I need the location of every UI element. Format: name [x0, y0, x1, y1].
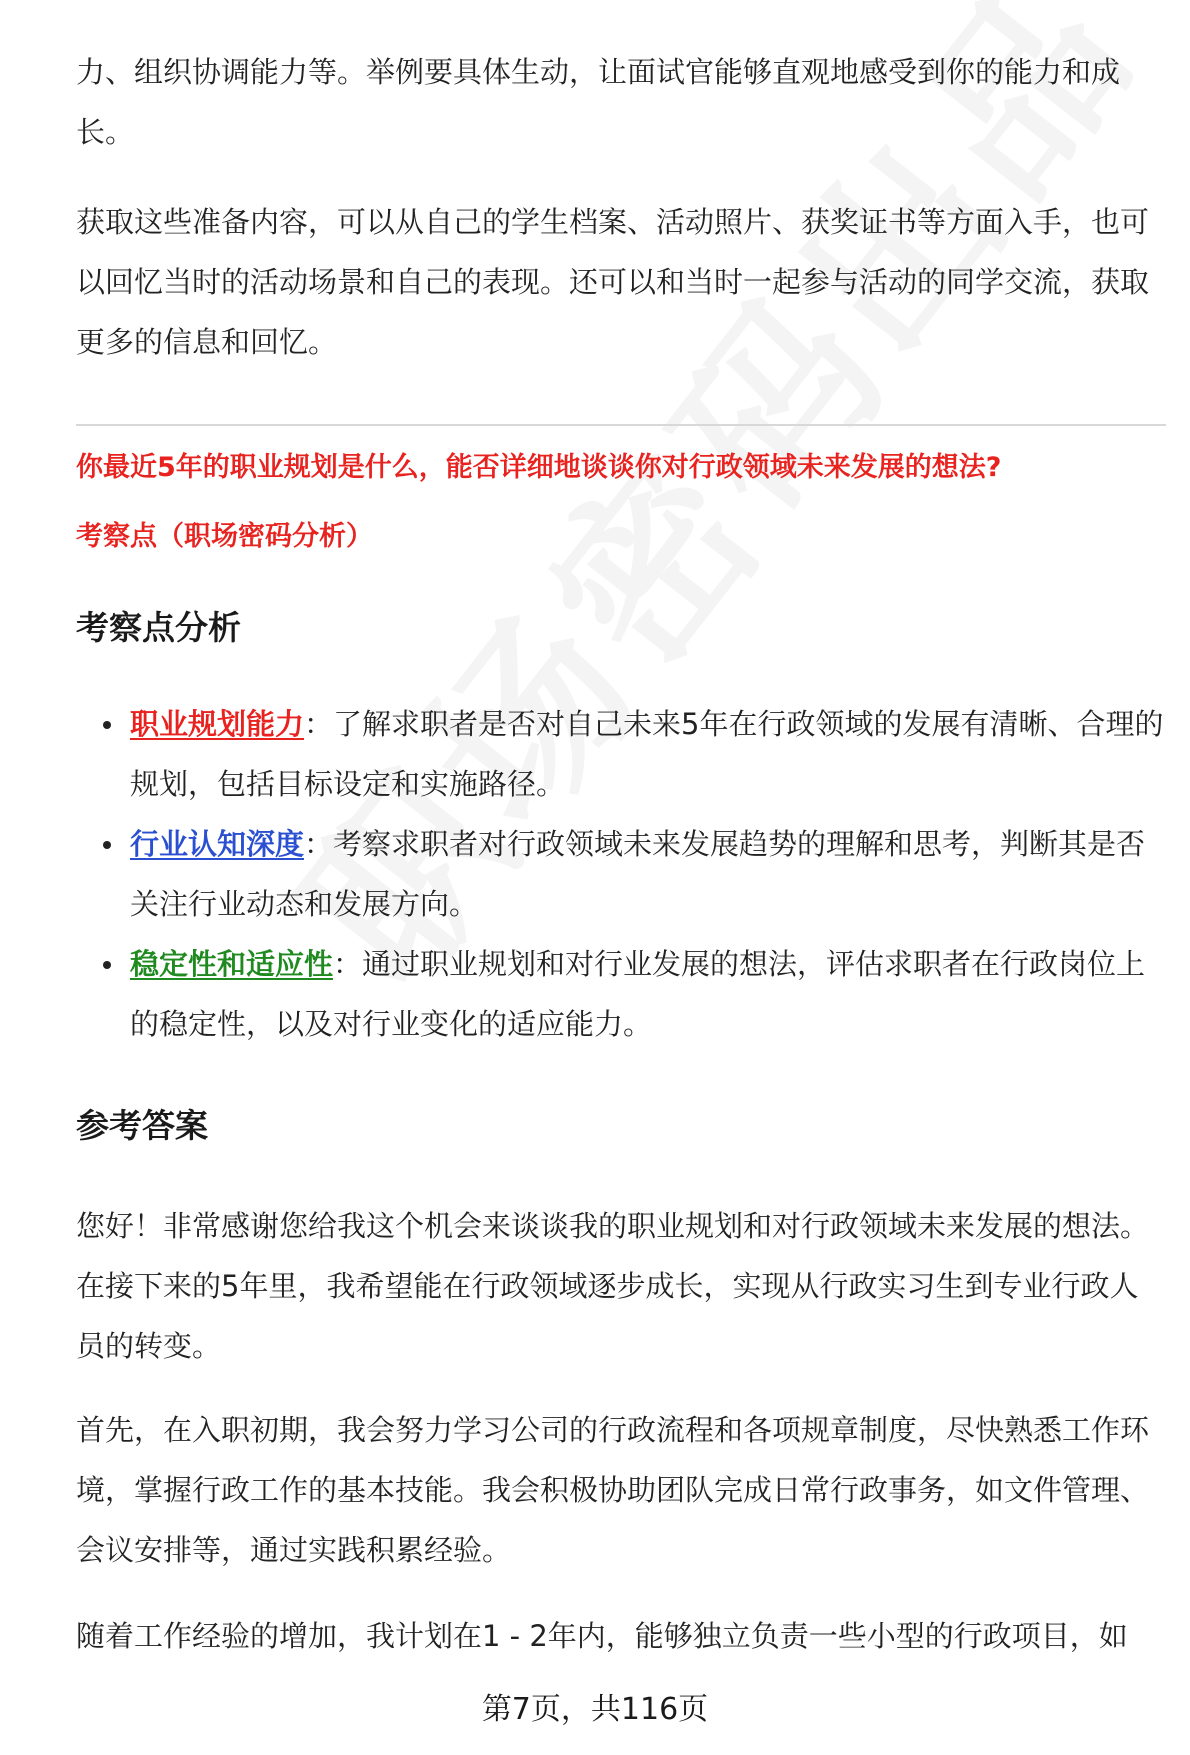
question-subtitle: 考察点（职场密码分析） [76, 521, 373, 552]
analysis-term-link[interactable]: 职业规划能力 [130, 707, 305, 741]
analysis-point-text: 考察求职者对行政领域未来发展趋势的理解和思考，判断其是否关注行业动态和发展方向。 [130, 827, 1146, 921]
answer-heading: 参考答案 [76, 1106, 208, 1145]
answer-paragraph: 随着工作经验的增加，我计划在1 - 2年内，能够独立负责一些小型的行政项目，如 [76, 1619, 1128, 1653]
question-title: 你最近5年的职业规划是什么，能否详细地谈谈你对行政领域未来发展的想法? [76, 452, 1002, 483]
analysis-point [76, 694, 1166, 814]
answer-paragraph: 您好！非常感谢您给我这个机会来谈谈我的职业规划和对行政领域未来发展的想法。在接下来的5年里，我希望能在行政领域逐步成长，实现从行政实习生到专业行政人员的转变。 [76, 1209, 1150, 1363]
analysis-term-link[interactable]: 行业认知深度 [130, 827, 305, 861]
page-number: 第7页，共116页 [481, 1692, 709, 1727]
analysis-point [76, 934, 1166, 1054]
analysis-point [76, 814, 1166, 934]
analysis-point-text: 通过职业规划和对行业发展的想法，评估求职者在行政岗位上的稳定性，以及对行业变化的适应能力。 [130, 947, 1146, 1041]
analysis-sep: ： [304, 707, 334, 741]
paragraph-preparation: 获取这些准备内容，可以从自己的学生档案、活动照片、获奖证书等方面入手，也可以回忆当时的活动场景和自己的表现。还可以和当时一起参与活动的同学交流，获取更多的信息和回忆。 [76, 205, 1150, 359]
analysis-sep: ： [304, 827, 334, 861]
analysis-sep: ： [333, 947, 363, 981]
answer-paragraph: 首先，在入职初期，我会努力学习公司的行政流程和各项规章制度，尽快熟悉工作环境，掌握行政工作的基本技能。我会积极协助团队完成日常行政事务，如文件管理、会议安排等，通过实践积累经验。 [76, 1413, 1150, 1567]
analysis-term-link[interactable]: 稳定性和适应性 [130, 947, 334, 981]
paragraph-intro-end: 力、组织协调能力等。举例要具体生动，让面试官能够直观地感受到你的能力和成长。 [76, 55, 1121, 149]
section-divider [76, 424, 1166, 426]
analysis-points [76, 694, 1166, 1054]
analysis-point-text: 了解求职者是否对自己未来5年在行政领域的发展有清晰、合理的规划，包括目标设定和实施路径。 [130, 707, 1164, 801]
analysis-heading: 考察点分析 [76, 608, 241, 647]
